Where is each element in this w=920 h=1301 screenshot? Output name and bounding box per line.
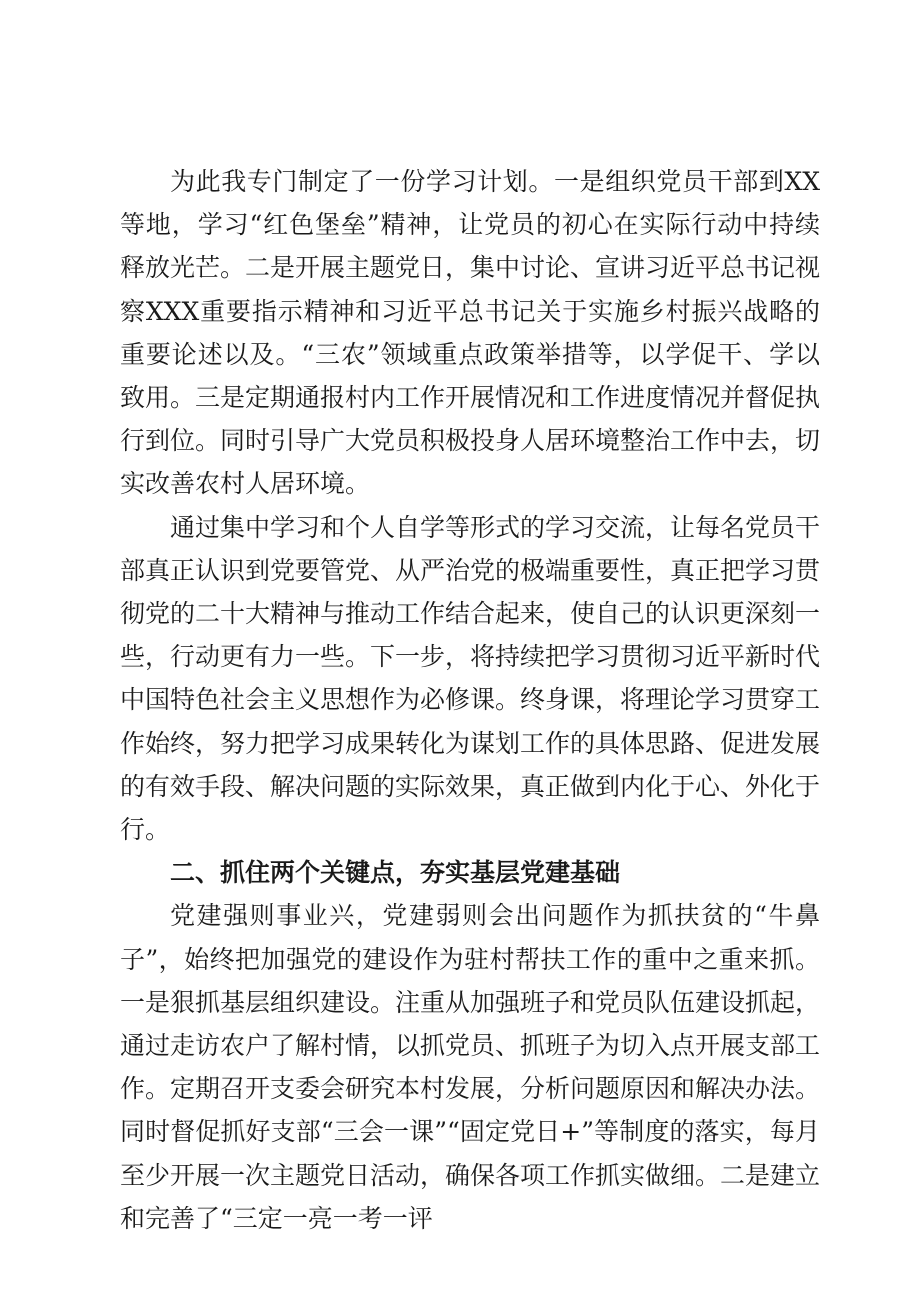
body-paragraph: 党建强则事业兴，党建弱则会出问题作为抓扶贫的“牛鼻子”，始终把加强党的建设作为驻村帮扶工作的重中之重来抓。一是狠抓基层组织建设。注重从加强班子和党员队伍建设抓起，通过走访农户了解村情，以抓党员、抓班子为切入点开展支部工作。定期召开支委会研究本村发展，分析问题原因和解决办法。同时督促抓好支部“三会一课”“固定党日+”等制度的落实，每月至少开展一次主题党日活动，确保各项工作抓实做细。二是建立和完善了“三定一亮一考一评 bbox=[120, 901, 821, 1233]
document-body bbox=[120, 160, 820, 1240]
body-paragraph: 通过集中学习和个人自学等形式的学习交流，让每名党员干部真正认识到党要管党、从严治党的极端重要性，真正把学习贯彻党的二十大精神与推动工作结合起来，使自己的认识更深刻一些，行动更有力一些。下一步，将持续把学习贯彻习近平新时代中国特色社会主义思想作为必修课。终身课，将理论学习贯穿工作始终，努力把学习成果转化为谋划工作的具体思路、促进发展的有效手段、解决问题的实际效果，真正做到内化于心、外化于行。 bbox=[120, 512, 821, 845]
section-heading: 二、抓住两个关键点，夯实基层党建基础 bbox=[170, 858, 621, 888]
body-paragraph: 为此我专门制定了一份学习计划。一是组织党员干部到XX等地，学习“红色堡垒”精神，让党员的初心在实际行动中持续释放光芒。二是开展主题党日，集中讨论、宣讲习近平总书记视察XXX重要指示精神和习近平总书记关于实施乡村振兴战略的重要论述以及。“三农”领域重点政策举措等，以学促干、学以致用。三是定期通报村内工作开展情况和工作进度情况并督促执行到位。同时引导广大党员积极投身人居环境整治工作中去，切实改善农村人居环境。 bbox=[120, 167, 821, 499]
